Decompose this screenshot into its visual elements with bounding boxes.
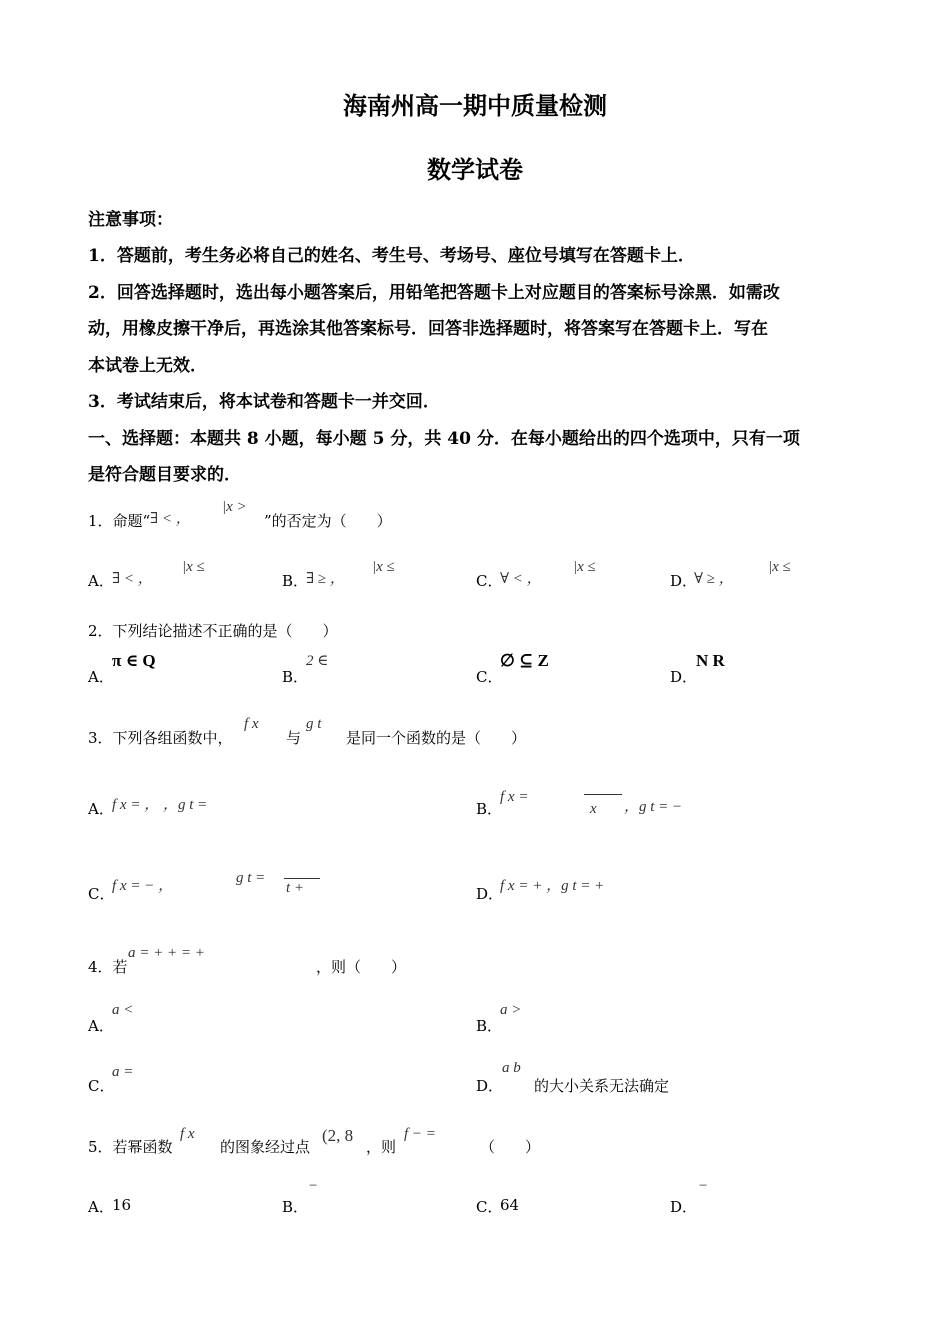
notes-item-2-line-3: 本试卷上无效． (88, 356, 207, 376)
q3-option-a-label[interactable]: A． (88, 800, 114, 818)
q1-option-c-math: ∀ < ， (500, 571, 542, 587)
q3-math-f: f x (244, 716, 259, 732)
q2-option-c-math: ∅ ⊆ Z (500, 651, 549, 670)
q4-option-a-math: a < (112, 1002, 134, 1018)
q3-option-c-math: f x = − ， (112, 878, 174, 894)
q4-option-c-math: a = (112, 1064, 134, 1080)
q2-option-a-math: π ∈ Q (112, 651, 156, 670)
q3-option-a-math: f x = ， ，g t = (112, 797, 208, 813)
q1-option-a-math: ∃ < ， (112, 571, 153, 587)
q3-option-b-fraction-bar (584, 794, 622, 795)
q3-option-c-label[interactable]: C． (88, 885, 115, 903)
q1-option-a-label[interactable]: A． (88, 572, 114, 590)
q4-stem-end: ，则（ ） (316, 958, 407, 976)
exam-subject: 数学试卷 (427, 155, 523, 184)
q5-option-b-label[interactable]: B． (282, 1198, 309, 1216)
q5-stem-start: 5．若幂函数 (88, 1138, 173, 1156)
q3-option-c-denominator: t + (286, 880, 305, 896)
q1-math-2: |x > (222, 499, 247, 515)
q4-stem-start: 4．若 (88, 958, 128, 976)
q2-stem: 2．下列结论描述不正确的是（ ） (88, 622, 338, 640)
q3-option-d-label[interactable]: D． (476, 885, 504, 903)
q4-option-d-math: a b (502, 1060, 521, 1076)
q3-stem-end: 是同一个函数的是（ ） (346, 729, 527, 747)
notes-item-3: 3．考试结束后，将本试卷和答题卡一并交回． (88, 392, 440, 412)
q5-math-f: f x (180, 1126, 195, 1142)
q3-stem-middle: 与 (286, 729, 302, 747)
q5-math-point: (2, 8 (322, 1126, 354, 1145)
notes-item-2-line-2: 动，用橡皮擦干净后，再选涂其他答案标号．回答非选择题时，将答案写在答题卡上．写在 (88, 319, 768, 339)
q5-option-a-value: 16 (112, 1196, 132, 1214)
q5-stem-end: （ ） (480, 1138, 541, 1156)
q1-option-c-math-2: |x ≤ (573, 559, 596, 575)
notes-heading: 注意事项： (88, 210, 173, 230)
q2-option-d-math: N R (696, 651, 725, 670)
notes-item-1: 1．答题前，考生务必将自己的姓名、考生号、考场号、座位号填写在答题卡上． (88, 246, 695, 266)
q4-option-c-label[interactable]: C． (88, 1077, 115, 1095)
q3-option-b-math: f x = (500, 789, 529, 805)
q3-option-c-math-2: g t = (236, 870, 266, 886)
q3-stem-start: 3．下列各组函数中， (88, 729, 233, 747)
q5-stem-middle: 的图象经过点 (220, 1138, 311, 1156)
q1-option-b-math: ∃ ≥ ， (306, 571, 345, 587)
section-heading-line-1: 一、选择题：本题共 8 小题，每小题 5 分，共 40 分．在每小题给出的四个选项中，只有一项 (88, 429, 800, 449)
q5-stem-then: ，则 (366, 1138, 397, 1156)
q5-option-d-label[interactable]: D． (670, 1198, 698, 1216)
notes-item-2-line-1: 2．回答选择题时，选出每小题答案后，用铅笔把答题卡上对应题目的答案标号涂黑．如需改 (88, 283, 780, 303)
section-heading-line-2: 是符合题目要求的． (88, 465, 241, 485)
q2-option-d-label[interactable]: D． (670, 668, 698, 686)
q5-option-d-math: − (698, 1178, 709, 1194)
q1-option-d-math: ∀ ≥ ， (694, 571, 734, 587)
q3-option-b-math-2: ，g t = − (624, 799, 683, 815)
q4-math: a = + + = + (128, 945, 205, 961)
q1-option-d-label[interactable]: D． (670, 572, 698, 590)
q2-option-a-label[interactable]: A． (88, 668, 114, 686)
q3-option-b-label[interactable]: B． (476, 800, 503, 818)
q5-option-b-math: − (308, 1178, 319, 1194)
q4-option-d-label[interactable]: D． (476, 1077, 504, 1095)
q2-option-c-label[interactable]: C． (476, 668, 503, 686)
q5-math-value: f − = (404, 1126, 436, 1142)
q5-option-a-label[interactable]: A． (88, 1198, 114, 1216)
q1-math-1: ∃ < ， (150, 511, 191, 527)
q2-option-b-label[interactable]: B． (282, 668, 309, 686)
q5-option-c-label[interactable]: C． (476, 1198, 503, 1216)
q1-stem-end: ”的否定为（ ） (264, 512, 392, 530)
q3-option-b-denominator: x (590, 801, 597, 817)
q3-math-g: g t (306, 716, 322, 732)
q2-option-b-math: 2 ∈ (306, 653, 329, 669)
q4-option-a-label[interactable]: A． (88, 1017, 114, 1035)
q1-stem-start: 1．命题“ (88, 512, 151, 530)
q4-option-b-label[interactable]: B． (476, 1017, 503, 1035)
q1-option-d-math-2: |x ≤ (768, 559, 791, 575)
q1-option-b-label[interactable]: B． (282, 572, 309, 590)
q4-option-b-math: a > (500, 1002, 522, 1018)
q1-option-c-label[interactable]: C． (476, 572, 503, 590)
q5-option-c-value: 64 (500, 1196, 520, 1214)
q3-option-c-fraction-bar (284, 878, 320, 879)
q1-option-a-math-2: |x ≤ (182, 559, 205, 575)
q4-option-d-text: 的大小关系无法确定 (534, 1077, 670, 1095)
exam-title: 海南州高一期中质量检测 (343, 91, 607, 120)
q1-option-b-math-2: |x ≤ (372, 559, 395, 575)
q3-option-d-math: f x = + ，g t = + (500, 878, 605, 894)
